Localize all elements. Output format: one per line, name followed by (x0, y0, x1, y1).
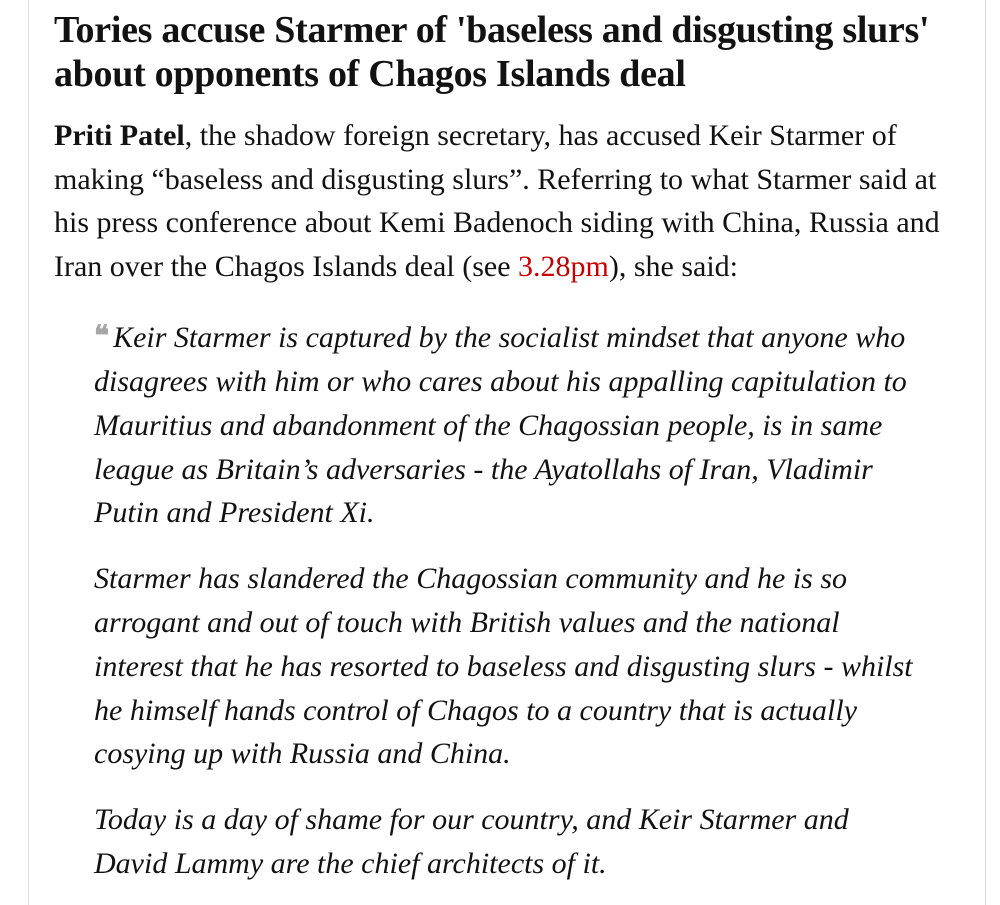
pull-quote (94, 316, 914, 886)
page-title: Tories accuse Starmer of 'baseless and disgusting slurs' about opponents of Chagos Islands deal (54, 9, 930, 96)
quote-paragraph-text: Keir Starmer is captured by the socialist mindset that anyone who disagrees with him or who cares about his appalling capitulation to Mauritius and abandonment of the Chagossian people, is in same league as Britain’s adversaries - the Ayatollahs of Iran, Vladimir Putin and President Xi. (94, 321, 907, 530)
standfirst-lead-name: Priti Patel (54, 119, 185, 153)
quote-mark-icon: ❝ (94, 321, 108, 353)
standfirst-text-before-link: , the shadow foreign secretary, has accused Keir Starmer of making “baseless and disgusting slurs”. Referring to what Starmer said at his press conference about Kemi Badenoch siding with China, Russia and Iran over the Chagos Islands deal (see (54, 119, 940, 283)
quote-paragraph (94, 316, 914, 535)
article-standfirst (54, 114, 954, 288)
quote-paragraph: Starmer has slandered the Chagossian community and he is so arrogant and out of touch with British values and the national interest that he has resorted to baseless and disgusting slurs - whilst he himself hands control of Chagos to a country that is actually cosying up with Russia and China. (94, 562, 913, 771)
timestamp-link[interactable]: 3.28pm (518, 249, 609, 283)
article-content (54, 0, 954, 902)
quote-paragraph: Today is a day of shame for our country, and Keir Starmer and David Lammy are the chief architects of it. (94, 803, 849, 880)
right-column-rule (985, 0, 986, 905)
standfirst-text-after-link: ), she said: (608, 249, 738, 283)
left-column-rule (28, 0, 29, 905)
